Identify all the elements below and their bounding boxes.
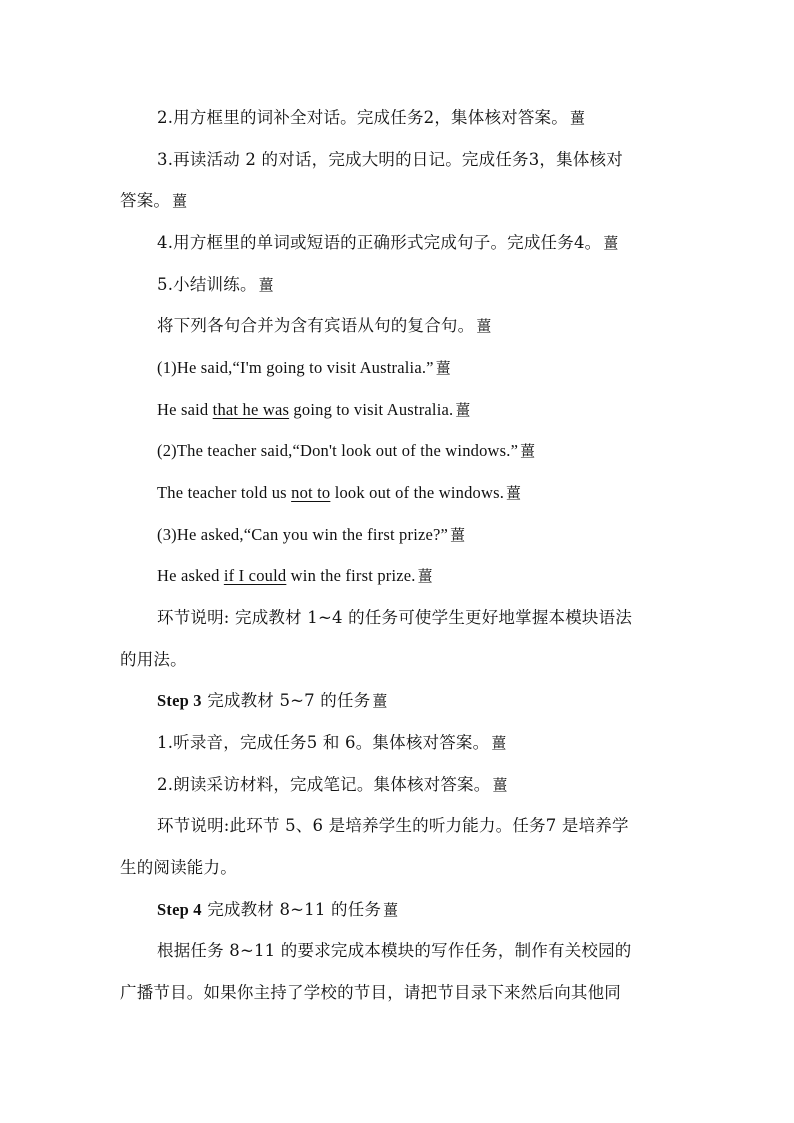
paragraph-mark: 薑 (476, 317, 492, 335)
text: win the first prize. (286, 566, 416, 585)
text: 1.听录音，完成任务5 和 6。集体核对答案。 (157, 733, 490, 752)
task-3-line (157, 149, 680, 171)
paragraph-mark: 薑 (492, 776, 508, 794)
example-3-answer (157, 565, 680, 587)
text: He said (157, 400, 213, 419)
text: 将下列各句合并为含有宾语从句的复合句。 (157, 316, 475, 335)
paragraph-mark: 薑 (520, 442, 536, 460)
text: 的用法。 (120, 650, 187, 669)
paragraph-mark: 薑 (417, 567, 433, 585)
example-3-question (157, 524, 680, 546)
paragraph-mark: 薑 (569, 109, 586, 127)
text: (1)He said,“I'm going to visit Australia.” (157, 358, 434, 377)
section-note-1 (157, 607, 680, 629)
step-label: Step 3 (157, 691, 202, 710)
text: look out of the windows. (330, 483, 505, 502)
task-3-line-cont (120, 190, 680, 212)
step-4-paragraph-cont (120, 982, 680, 1004)
answer-blank: if I could (223, 566, 287, 585)
example-1-answer (157, 399, 680, 421)
text: 环节说明: 完成教材 1~4 的任务可使学生更好地掌握本模块语法 (157, 608, 633, 627)
step-3-heading (157, 690, 680, 712)
paragraph-mark: 薑 (450, 526, 466, 544)
text: 环节说明:此环节 5、6 是培养学生的听力能力。任务7 是培养学 (157, 816, 629, 835)
text: 广播节目。如果你主持了学校的节目，请把节目录下来然后向其他同 (120, 983, 621, 1002)
paragraph-mark: 薑 (258, 276, 274, 294)
text: 3.再读活动 2 的对话，完成大明的日记。完成任务3，集体核对 (157, 150, 623, 169)
paragraph-mark: 薑 (603, 234, 619, 252)
text: 完成教材 5~7 的任务 (201, 691, 371, 710)
paragraph-mark: 薑 (383, 901, 399, 919)
answer-blank: not to (291, 483, 331, 502)
paragraph-mark: 薑 (372, 692, 388, 710)
paragraph-mark: 薑 (506, 484, 522, 502)
task-2-line (157, 107, 680, 129)
answer-blank: that he was (212, 400, 290, 419)
instruction-line (157, 315, 680, 337)
text: The teacher told us (157, 483, 292, 502)
paragraph-mark: 薑 (435, 359, 451, 377)
section-note-2-cont (120, 857, 680, 879)
paragraph-mark: 薑 (172, 192, 188, 210)
text: He asked (157, 566, 224, 585)
text: 答案。 (120, 191, 171, 210)
text: 4.用方框里的单词或短语的正确形式完成句子。完成任务4。 (157, 233, 602, 252)
paragraph-mark: 薑 (455, 401, 471, 419)
text: 2.朗读采访材料，完成笔记。集体核对答案。 (157, 775, 491, 794)
summary-line (157, 274, 680, 296)
example-1-question (157, 357, 680, 379)
section-note-2 (157, 815, 680, 837)
text: 2.用方框里的词补全对话。完成任务2，集体核对答案。 (157, 108, 568, 127)
text: 生的阅读能力。 (120, 858, 237, 877)
text: 完成教材 8~11 的任务 (201, 900, 382, 919)
text: 根据任务 8~11 的要求完成本模块的写作任务，制作有关校园的 (157, 941, 632, 960)
step-3-item-1 (157, 732, 680, 754)
step-4-heading (157, 899, 680, 921)
section-note-1-cont (120, 649, 680, 671)
example-2-question (157, 440, 680, 462)
step-3-item-2 (157, 774, 680, 796)
paragraph-mark: 薑 (491, 734, 507, 752)
example-2-answer (157, 482, 680, 504)
step-4-paragraph (157, 940, 680, 962)
text: going to visit Australia. (289, 400, 454, 419)
step-label: Step 4 (157, 900, 202, 919)
task-4-line (157, 232, 680, 254)
text: (3)He asked,“Can you win the first prize?” (157, 525, 449, 544)
text: 5.小结训练。 (157, 275, 257, 294)
text: (2)The teacher said,“Don't look out of the windows.” (157, 441, 519, 460)
